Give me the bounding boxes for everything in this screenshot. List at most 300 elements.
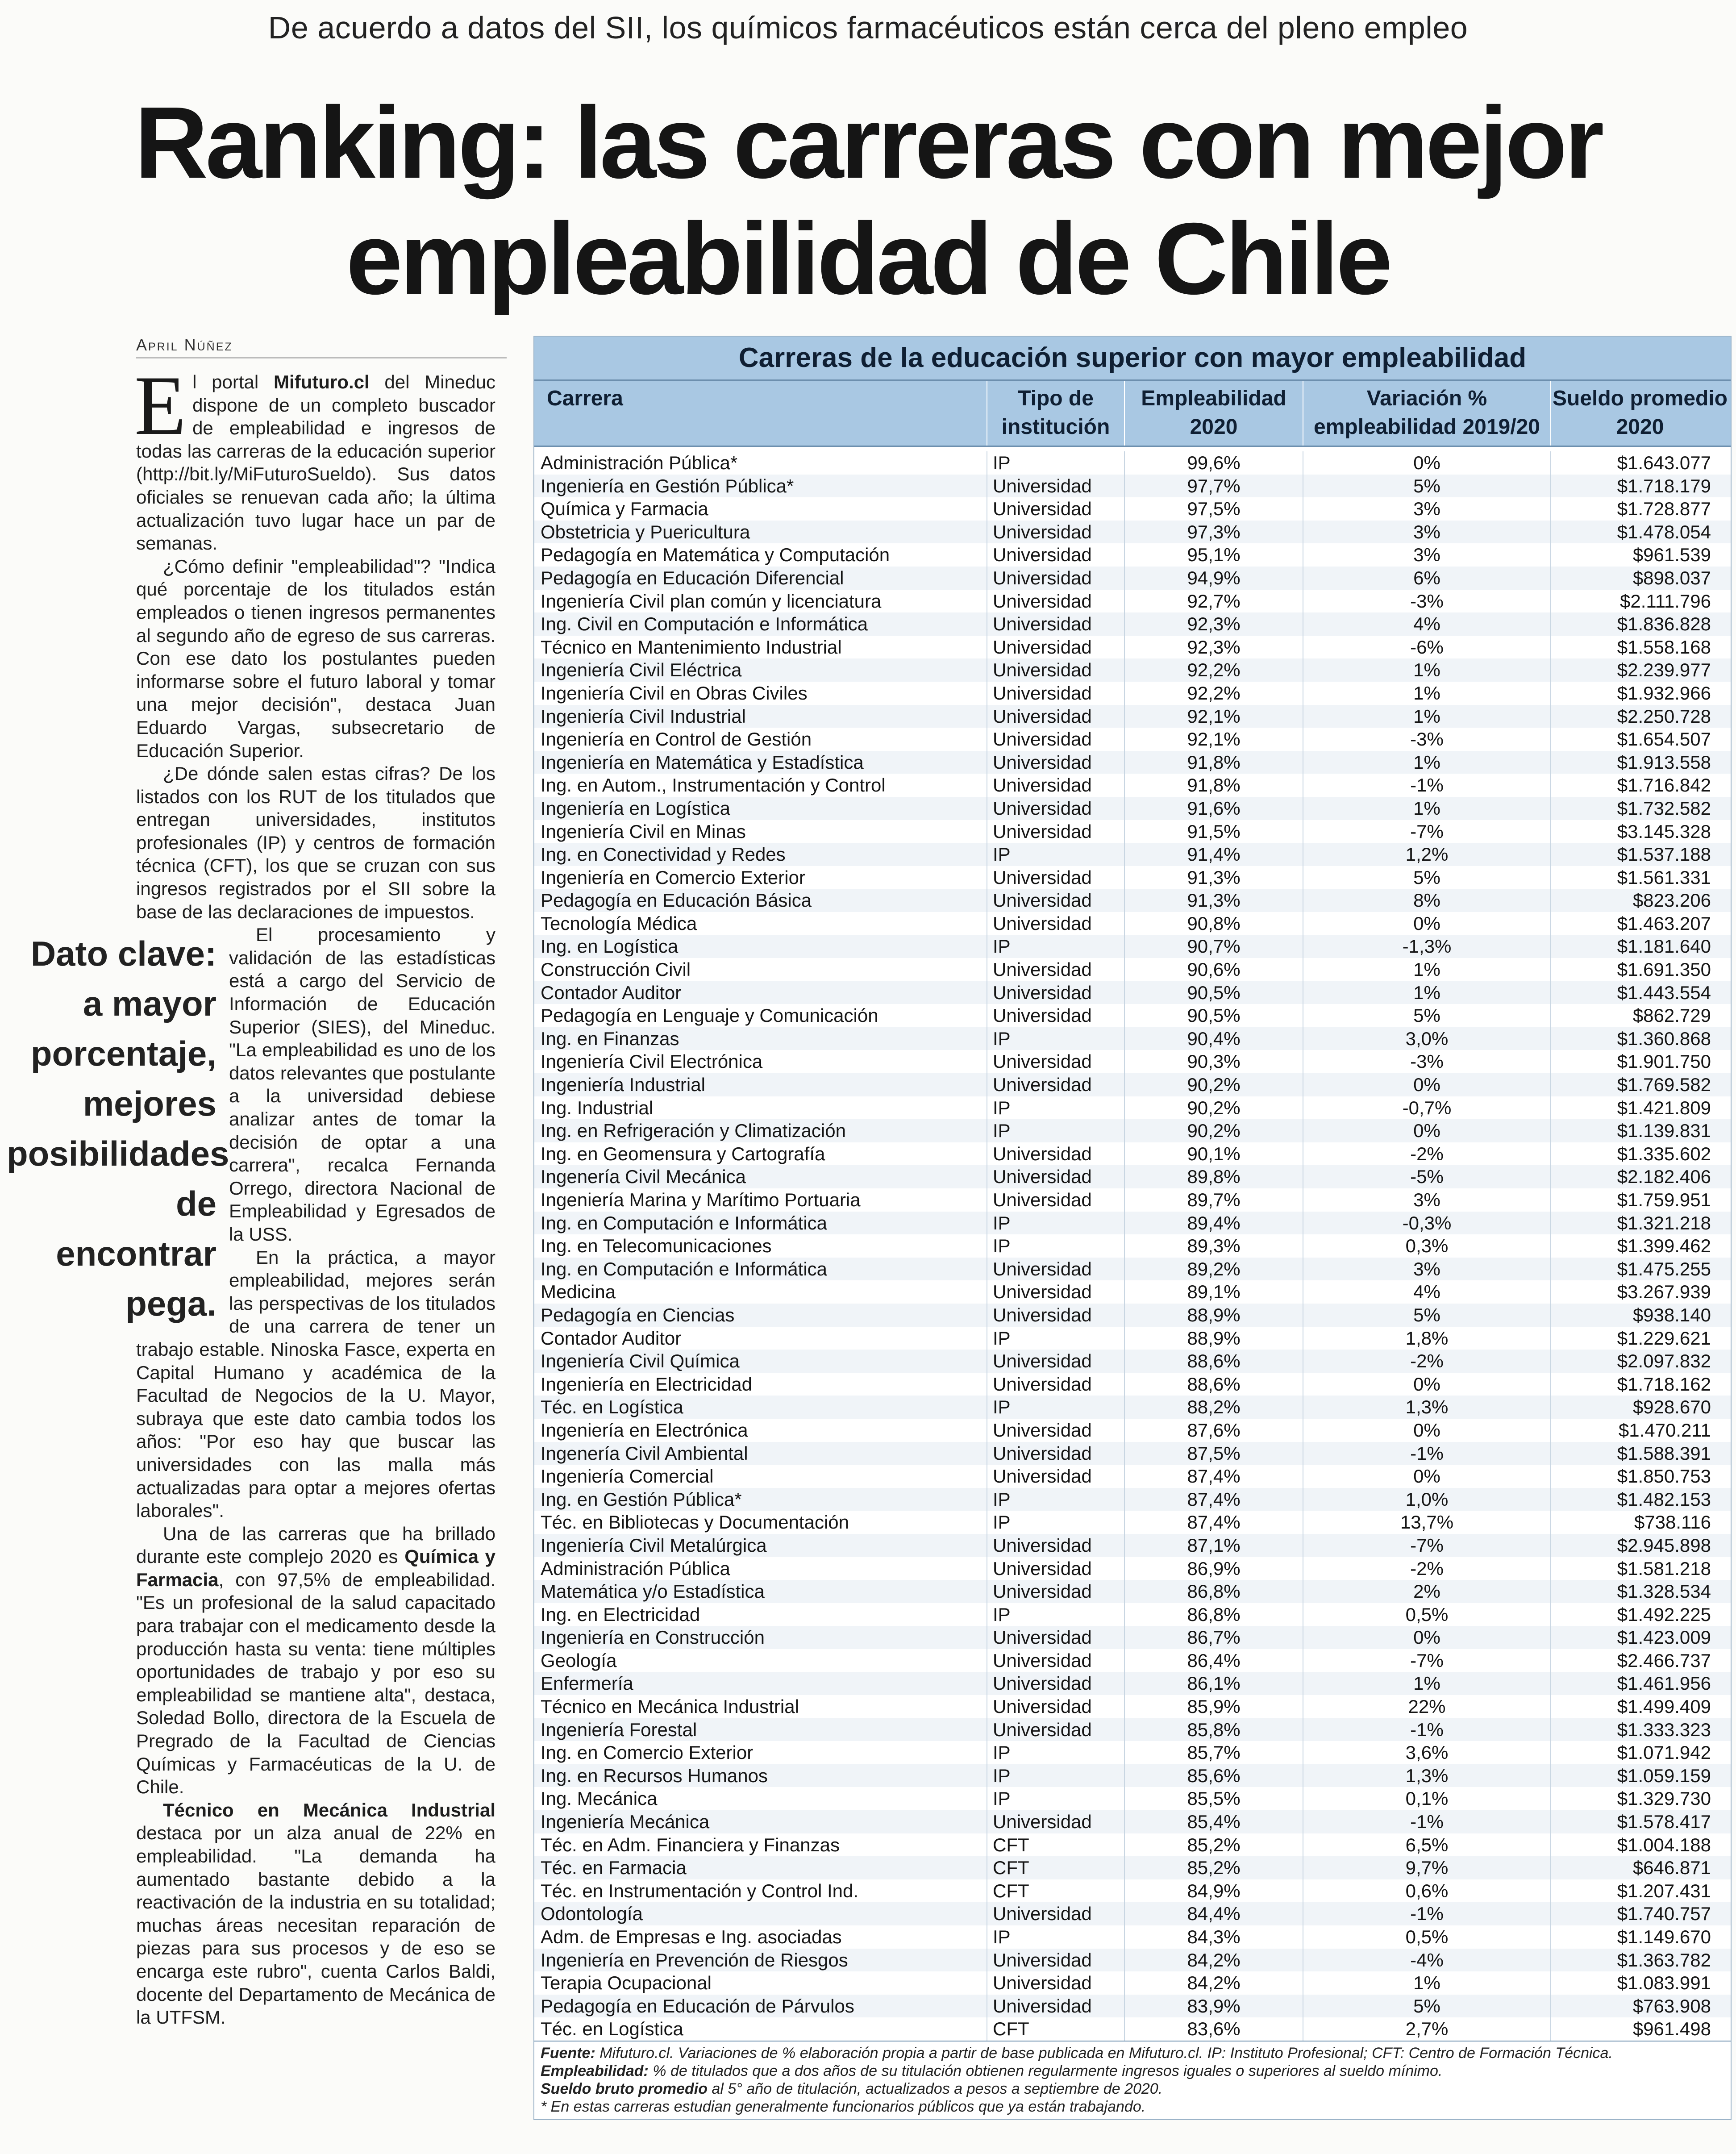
cell-tipo: Universidad: [987, 820, 1125, 843]
cell-empleabilidad: 87,1%: [1125, 1534, 1303, 1557]
cell-sueldo: $1.769.582: [1617, 1074, 1711, 1096]
cell-empleabilidad: 88,9%: [1125, 1304, 1303, 1327]
cell-carrera: Odontología: [534, 1902, 987, 1925]
cell-variacion: -1%: [1303, 774, 1551, 797]
cell-tipo: Universidad: [987, 1188, 1125, 1212]
cell-tipo: Universidad: [987, 521, 1125, 544]
cell-variacion: 3%: [1303, 543, 1551, 567]
cell-empleabilidad: 83,9%: [1125, 1995, 1303, 2018]
cell-sueldo: $1.718.179: [1617, 475, 1711, 496]
cell-carrera: Ingeniería Industrial: [534, 1073, 987, 1096]
cell-empleabilidad: 87,4%: [1125, 1488, 1303, 1511]
cell-empleabilidad: 90,5%: [1125, 1004, 1303, 1027]
cell-empleabilidad: 92,3%: [1125, 612, 1303, 636]
table-row: [534, 1442, 1731, 1465]
table-row: [534, 1718, 1731, 1742]
cell-empleabilidad: 86,8%: [1125, 1580, 1303, 1603]
cell-empleabilidad: 92,2%: [1125, 658, 1303, 682]
cell-sueldo: $1.499.409: [1617, 1696, 1711, 1717]
table-row: [534, 751, 1731, 774]
cell-carrera: Ing. Civil en Computación e Informática: [534, 612, 987, 636]
cell-tipo: Universidad: [987, 1258, 1125, 1281]
table-row: [534, 1511, 1731, 1534]
table-row: [534, 1004, 1731, 1027]
cell-tipo: Universidad: [987, 682, 1125, 705]
cell-tipo: IP: [987, 1741, 1125, 1764]
cell-tipo: Universidad: [987, 1004, 1125, 1027]
cell-empleabilidad: 90,4%: [1125, 1027, 1303, 1050]
table-row: [534, 1925, 1731, 1949]
table-row: [534, 843, 1731, 866]
cell-carrera: Ingeniería Civil Industrial: [534, 705, 987, 728]
cell-variacion: 1,0%: [1303, 1488, 1551, 1511]
cell-sueldo: $1.328.534: [1617, 1581, 1711, 1602]
cell-empleabilidad: 90,2%: [1125, 1096, 1303, 1120]
cell-empleabilidad: 91,3%: [1125, 866, 1303, 889]
cell-empleabilidad: 86,1%: [1125, 1672, 1303, 1695]
table-body: [534, 447, 1731, 2041]
cell-empleabilidad: 85,6%: [1125, 1764, 1303, 1787]
cell-variacion: 9,7%: [1303, 1856, 1551, 1879]
table-row: [534, 636, 1731, 659]
table-row: [534, 1557, 1731, 1580]
cell-carrera: Tecnología Médica: [534, 912, 987, 935]
cell-tipo: Universidad: [987, 1626, 1125, 1649]
cell-carrera: Pedagogía en Educación de Párvulos: [534, 1995, 987, 2018]
cell-empleabilidad: 85,2%: [1125, 1856, 1303, 1879]
cell-carrera: Medicina: [534, 1280, 987, 1304]
article-paragraph-5: En la práctica, a mayor empleabilidad, mejores serán las perspectivas de los titulados de una carrera de tener un trabajo estable. Ninoska Fasce, experta en Capital Humano y académica de la Facultad de Negocios de la U. Mayor, subraya que este dato cambia todos los años: "Por eso hay que buscar las universidades con las malla más actualizadas para optar a mejores ofertas laborales".: [136, 1246, 495, 1521]
table-row: [534, 1212, 1731, 1235]
cell-carrera: Ingeniería Civil Metalúrgica: [534, 1534, 987, 1557]
cell-carrera: Ing. en Refrigeración y Climatización: [534, 1119, 987, 1142]
cell-sueldo: $1.643.077: [1617, 452, 1711, 473]
cell-carrera: Técnico en Mecánica Industrial: [534, 1695, 987, 1718]
table-row: [534, 497, 1731, 521]
note-salary: Sueldo bruto promedio al 5° año de titulación, actualizados a pesos a septiembre de 2020.: [541, 2080, 1163, 2097]
cell-tipo: Universidad: [987, 475, 1125, 498]
article-paragraph-2: ¿Cómo definir "empleabilidad"? "Indica qué porcentaje de los titulados están empleados o tienen ingresos permanentes al segundo año de egreso de sus carreras. Con ese dato los postulantes pueden informarse sobre el futuro laboral y tomar una mejor decisión", destaca Juan Eduardo Vargas, subsecretario de Educación Superior.: [136, 555, 495, 761]
cell-tipo: Universidad: [987, 751, 1125, 774]
cell-variacion: 0,3%: [1303, 1234, 1551, 1258]
cell-empleabilidad: 89,2%: [1125, 1258, 1303, 1281]
cell-empleabilidad: 85,8%: [1125, 1718, 1303, 1742]
cell-empleabilidad: 90,8%: [1125, 912, 1303, 935]
cell-empleabilidad: 90,2%: [1125, 1073, 1303, 1096]
cell-empleabilidad: 83,6%: [1125, 2017, 1303, 2041]
cell-variacion: 0%: [1303, 1419, 1551, 1442]
cell-carrera: Administración Pública*: [534, 451, 987, 475]
cell-variacion: 0,1%: [1303, 1787, 1551, 1810]
cell-variacion: -1%: [1303, 1442, 1551, 1465]
cell-carrera: Ing. Industrial: [534, 1096, 987, 1120]
cell-variacion: 1%: [1303, 682, 1551, 705]
cell-variacion: 4%: [1303, 1280, 1551, 1304]
table-row: [534, 1902, 1731, 1925]
cell-tipo: Universidad: [987, 497, 1125, 521]
cell-empleabilidad: 85,5%: [1125, 1787, 1303, 1810]
cell-carrera: Ingeniería Civil Eléctrica: [534, 658, 987, 682]
cell-variacion: 2%: [1303, 1580, 1551, 1603]
employability-table: [533, 336, 1732, 2120]
cell-carrera: Ing. en Autom., Instrumentación y Control: [534, 774, 987, 797]
cell-carrera: Ingenería Civil Mecánica: [534, 1165, 987, 1188]
cell-tipo: CFT: [987, 1833, 1125, 1857]
cell-carrera: Ingeniería en Gestión Pública*: [534, 475, 987, 498]
cell-carrera: Ingeniería en Electricidad: [534, 1373, 987, 1396]
cell-empleabilidad: 85,9%: [1125, 1695, 1303, 1718]
cell-sueldo: $1.913.558: [1617, 751, 1711, 773]
cell-empleabilidad: 88,9%: [1125, 1327, 1303, 1350]
cell-empleabilidad: 85,4%: [1125, 1810, 1303, 1833]
cell-variacion: 1%: [1303, 958, 1551, 981]
table-row: [534, 1396, 1731, 1419]
cell-variacion: 13,7%: [1303, 1511, 1551, 1534]
table-row: [534, 2017, 1731, 2041]
cell-carrera: Ingeniería Civil en Minas: [534, 820, 987, 843]
cell-tipo: Universidad: [987, 1350, 1125, 1373]
table-row: [534, 1626, 1731, 1649]
cell-variacion: -1,3%: [1303, 935, 1551, 958]
cell-tipo: IP: [987, 1396, 1125, 1419]
cell-tipo: Universidad: [987, 1304, 1125, 1327]
cell-variacion: -2%: [1303, 1557, 1551, 1580]
table-row: [534, 1580, 1731, 1603]
cell-sueldo: $1.654.507: [1617, 729, 1711, 750]
cell-variacion: 0%: [1303, 912, 1551, 935]
cell-carrera: Ing. en Conectividad y Redes: [534, 843, 987, 866]
table-row: [534, 543, 1731, 567]
cell-carrera: Ingenería Civil Ambiental: [534, 1442, 987, 1465]
cell-carrera: Ing. en Geomensura y Cartografía: [534, 1142, 987, 1166]
cell-sueldo: $1.139.831: [1617, 1120, 1711, 1142]
cell-sueldo: $1.463.207: [1617, 912, 1711, 934]
cell-sueldo: $1.588.391: [1617, 1442, 1711, 1464]
cell-tipo: Universidad: [987, 1442, 1125, 1465]
table-row: [534, 1073, 1731, 1096]
cell-tipo: IP: [987, 1234, 1125, 1258]
cell-sueldo: $1.578.417: [1617, 1811, 1711, 1833]
cell-empleabilidad: 90,5%: [1125, 981, 1303, 1004]
table-row: [534, 1188, 1731, 1212]
cell-empleabilidad: 94,9%: [1125, 567, 1303, 590]
cell-carrera: Ing. en Computación e Informática: [534, 1212, 987, 1235]
cell-variacion: 1%: [1303, 658, 1551, 682]
cell-carrera: Ing. en Computación e Informática: [534, 1258, 987, 1281]
cell-variacion: 3%: [1303, 1258, 1551, 1281]
cell-sueldo: $2.097.832: [1617, 1350, 1711, 1372]
cell-variacion: 1,3%: [1303, 1396, 1551, 1419]
cell-tipo: IP: [987, 1925, 1125, 1949]
cell-empleabilidad: 92,1%: [1125, 728, 1303, 751]
table-row: [534, 1304, 1731, 1327]
cell-sueldo: $1.901.750: [1617, 1051, 1711, 1072]
cell-empleabilidad: 89,8%: [1125, 1165, 1303, 1188]
cell-tipo: IP: [987, 1787, 1125, 1810]
cell-variacion: 3,6%: [1303, 1741, 1551, 1764]
cell-tipo: Universidad: [987, 912, 1125, 935]
cell-sueldo: $1.718.162: [1617, 1373, 1711, 1395]
cell-variacion: 8%: [1303, 889, 1551, 912]
cell-carrera: Ingeniería en Comercio Exterior: [534, 866, 987, 889]
table-row: [534, 866, 1731, 889]
cell-variacion: 1,3%: [1303, 1764, 1551, 1787]
cell-sueldo: $1.728.877: [1617, 498, 1711, 520]
table-row: [534, 1234, 1731, 1258]
cell-tipo: Universidad: [987, 1419, 1125, 1442]
cell-tipo: IP: [987, 1027, 1125, 1050]
pull-quote: Dato clave: a mayor porcentaje, mejores posibilidades de encontrar pega.: [7, 934, 229, 1324]
cell-sueldo: $1.329.730: [1617, 1788, 1711, 1809]
cell-tipo: Universidad: [987, 636, 1125, 659]
cell-tipo: Universidad: [987, 958, 1125, 981]
cell-sueldo: $738.116: [1634, 1512, 1711, 1533]
cell-sueldo: $1.207.431: [1617, 1880, 1711, 1901]
note-asterisk: * En estas carreras estudian generalmente funcionarios públicos que ya están trabajando.: [541, 2098, 1146, 2115]
cell-sueldo: $1.732.582: [1617, 797, 1711, 819]
table-row: [534, 1327, 1731, 1350]
cell-tipo: Universidad: [987, 1280, 1125, 1304]
cell-carrera: Ing. en Recursos Humanos: [534, 1764, 987, 1787]
cell-empleabilidad: 86,8%: [1125, 1603, 1303, 1626]
cell-empleabilidad: 97,5%: [1125, 497, 1303, 521]
table-row: [534, 1280, 1731, 1304]
table-row: [534, 451, 1731, 475]
cell-variacion: 0%: [1303, 1119, 1551, 1142]
cell-empleabilidad: 90,1%: [1125, 1142, 1303, 1166]
byline: April Núñez: [136, 336, 233, 354]
cell-sueldo: $928.670: [1632, 1396, 1711, 1418]
table-notes: [534, 2041, 1731, 2119]
cell-variacion: 3,0%: [1303, 1027, 1551, 1050]
table-row: [534, 1741, 1731, 1764]
headline: [0, 85, 1736, 317]
cell-tipo: IP: [987, 451, 1125, 475]
cell-empleabilidad: 84,2%: [1125, 1949, 1303, 1972]
cell-variacion: 5%: [1303, 1304, 1551, 1327]
cell-tipo: CFT: [987, 1856, 1125, 1879]
table-row: [534, 912, 1731, 935]
cell-tipo: Universidad: [987, 658, 1125, 682]
cell-sueldo: $1.399.462: [1617, 1235, 1711, 1257]
cell-empleabilidad: 91,6%: [1125, 797, 1303, 820]
cell-variacion: 3%: [1303, 1188, 1551, 1212]
cell-variacion: 1%: [1303, 981, 1551, 1004]
cell-variacion: 1,2%: [1303, 843, 1551, 866]
cell-tipo: Universidad: [987, 1580, 1125, 1603]
cell-sueldo: $1.482.153: [1617, 1488, 1711, 1510]
table-row: [534, 1488, 1731, 1511]
article-body: [7, 359, 496, 2029]
cell-tipo: IP: [987, 1327, 1125, 1350]
cell-tipo: Universidad: [987, 1995, 1125, 2018]
cell-sueldo: $1.181.640: [1617, 936, 1711, 957]
cell-tipo: Universidad: [987, 797, 1125, 820]
cell-sueldo: $1.333.323: [1617, 1719, 1711, 1740]
cell-empleabilidad: 86,4%: [1125, 1649, 1303, 1672]
header-empleabilidad: Empleabilidad 2020: [1125, 381, 1303, 446]
cell-empleabilidad: 92,2%: [1125, 682, 1303, 705]
cell-carrera: Matemática y/o Estadística: [534, 1580, 987, 1603]
headline-line-2: empleabilidad de Chile: [346, 202, 1390, 316]
cell-variacion: 1%: [1303, 1971, 1551, 1995]
cell-carrera: Ingeniería Forestal: [534, 1718, 987, 1742]
table-row: [534, 1050, 1731, 1073]
cell-carrera: Contador Auditor: [534, 1327, 987, 1350]
table-header-row: [534, 381, 1731, 447]
table-row: [534, 658, 1731, 682]
table-row: [534, 981, 1731, 1004]
cell-tipo: Universidad: [987, 567, 1125, 590]
table-row: [534, 797, 1731, 820]
cell-variacion: -2%: [1303, 1350, 1551, 1373]
cell-sueldo: $961.498: [1632, 2018, 1711, 2040]
cell-sueldo: $1.478.054: [1617, 521, 1711, 542]
cell-tipo: Universidad: [987, 1557, 1125, 1580]
cell-variacion: 5%: [1303, 1995, 1551, 2018]
table-row: [534, 1465, 1731, 1488]
table-row: [534, 590, 1731, 613]
cell-empleabilidad: 84,4%: [1125, 1902, 1303, 1925]
cell-sueldo: $823.206: [1632, 890, 1711, 911]
cell-tipo: IP: [987, 1488, 1125, 1511]
cell-empleabilidad: 91,5%: [1125, 820, 1303, 843]
cell-empleabilidad: 97,3%: [1125, 521, 1303, 544]
table-row: [534, 1787, 1731, 1810]
table-row: [534, 958, 1731, 981]
cell-variacion: 0,5%: [1303, 1925, 1551, 1949]
article-paragraph-4: El procesamiento y validación de las estadísticas está a cargo del Servicio de Información de Educación Superior (SIES), del Mineduc. "La empleabilidad es uno de los datos relevantes que postulante a la universidad debiese analizar antes de tomar la decisión de optar a una carrera", recalca Fernanda Orrego, directora Nacional de Empleabilidad y Egresados de la USS.: [229, 924, 495, 1245]
cell-carrera: Pedagogía en Matemática y Computación: [534, 543, 987, 567]
portal-link-text: Mifuturo.cl: [274, 371, 370, 392]
cell-sueldo: $1.492.225: [1617, 1604, 1711, 1625]
cell-sueldo: $1.475.255: [1617, 1258, 1711, 1279]
cell-empleabilidad: 88,6%: [1125, 1373, 1303, 1396]
cell-empleabilidad: 95,1%: [1125, 543, 1303, 567]
cell-empleabilidad: 91,8%: [1125, 751, 1303, 774]
cell-variacion: 1%: [1303, 751, 1551, 774]
cell-empleabilidad: 89,4%: [1125, 1212, 1303, 1235]
cell-empleabilidad: 84,3%: [1125, 1925, 1303, 1949]
cell-sueldo: $862.729: [1632, 1005, 1711, 1026]
cell-variacion: -3%: [1303, 590, 1551, 613]
cell-variacion: -5%: [1303, 1165, 1551, 1188]
table-row: [534, 612, 1731, 636]
cell-sueldo: $898.037: [1632, 567, 1711, 588]
table-row: [534, 935, 1731, 958]
table-row: [534, 774, 1731, 797]
cell-variacion: 1%: [1303, 705, 1551, 728]
cell-sueldo: $2.239.977: [1617, 659, 1711, 681]
cell-carrera: Ing. en Comercio Exterior: [534, 1741, 987, 1764]
cell-variacion: 5%: [1303, 866, 1551, 889]
cell-carrera: Ingeniería Marina y Marítimo Portuaria: [534, 1188, 987, 1212]
cell-carrera: Ingeniería en Prevención de Riesgos: [534, 1949, 987, 1972]
cell-tipo: Universidad: [987, 1718, 1125, 1742]
cell-tipo: Universidad: [987, 1649, 1125, 1672]
cell-sueldo: $763.908: [1632, 1995, 1711, 2017]
cell-empleabilidad: 92,3%: [1125, 636, 1303, 659]
table-row: [534, 1995, 1731, 2018]
cell-sueldo: $1.363.782: [1617, 1949, 1711, 1971]
article-paragraph-7: Técnico en Mecánica Industrial destaca por un alza anual de 22% en empleabilidad. "La demanda ha aumentado bastante debido a la reactivación de la industria en su totalidad; muchas áreas necesitan reparación de piezas para sus procesos y de eso se encarga este rubro", cuenta Carlos Baldi, docente del Departamento de Mecánica de la UTFSM.: [136, 1799, 495, 2028]
cell-carrera: Ingeniería Comercial: [534, 1465, 987, 1488]
cell-tipo: Universidad: [987, 1050, 1125, 1073]
cell-carrera: Obstetricia y Puericultura: [534, 521, 987, 544]
cell-carrera: Ingeniería en Construcción: [534, 1626, 987, 1649]
table-row: [534, 1350, 1731, 1373]
table-row: [534, 1534, 1731, 1557]
cell-carrera: Ingeniería en Logística: [534, 797, 987, 820]
cell-tipo: Universidad: [987, 1165, 1125, 1188]
cell-tipo: Universidad: [987, 1465, 1125, 1488]
cell-empleabilidad: 87,5%: [1125, 1442, 1303, 1465]
cell-carrera: Construcción Civil: [534, 958, 987, 981]
cell-empleabilidad: 90,7%: [1125, 935, 1303, 958]
cell-carrera: Pedagogía en Educación Diferencial: [534, 567, 987, 590]
table-row: [534, 728, 1731, 751]
cell-carrera: Técnico en Mantenimiento Industrial: [534, 636, 987, 659]
cell-carrera: Ing. en Electricidad: [534, 1603, 987, 1626]
cell-carrera: Pedagogía en Educación Básica: [534, 889, 987, 912]
table-row: [534, 1879, 1731, 1903]
table-row: [534, 1258, 1731, 1281]
cell-empleabilidad: 91,4%: [1125, 843, 1303, 866]
cell-empleabilidad: 84,2%: [1125, 1971, 1303, 1995]
table-row: [534, 475, 1731, 498]
cell-variacion: 1%: [1303, 1672, 1551, 1695]
cell-carrera: Ing. Mecánica: [534, 1787, 987, 1810]
cell-carrera: Ingeniería Civil Electrónica: [534, 1050, 987, 1073]
kicker: De acuerdo a datos del SII, los químicos farmacéuticos están cerca del pleno empleo: [268, 10, 1468, 45]
cell-tipo: IP: [987, 1212, 1125, 1235]
cell-carrera: Geología: [534, 1649, 987, 1672]
cell-tipo: Universidad: [987, 1971, 1125, 1995]
cell-tipo: Universidad: [987, 1373, 1125, 1396]
cell-variacion: -7%: [1303, 1534, 1551, 1557]
cell-variacion: 1,8%: [1303, 1327, 1551, 1350]
cell-empleabilidad: 87,4%: [1125, 1465, 1303, 1488]
table-row: [534, 521, 1731, 544]
cell-variacion: 0,5%: [1303, 1603, 1551, 1626]
cell-sueldo: $2.250.728: [1617, 705, 1711, 727]
cell-empleabilidad: 91,3%: [1125, 889, 1303, 912]
cell-sueldo: $1.421.809: [1617, 1097, 1711, 1118]
cell-carrera: Contador Auditor: [534, 981, 987, 1004]
note-source: Fuente: Mifuturo.cl. Variaciones de % elaboración propia a partir de base publicada en Mifuturo.cl. IP: Instituto Profesional; CFT: Centro de Formación Técnica.: [541, 2044, 1613, 2062]
cell-empleabilidad: 90,3%: [1125, 1050, 1303, 1073]
table-row: [534, 1165, 1731, 1188]
cell-tipo: Universidad: [987, 1949, 1125, 1972]
cell-sueldo: $646.871: [1632, 1857, 1711, 1879]
cell-carrera: Téc. en Farmacia: [534, 1856, 987, 1879]
header-sueldo: Sueldo promedio 2020: [1552, 387, 1728, 439]
cell-tipo: Universidad: [987, 1073, 1125, 1096]
cell-variacion: 5%: [1303, 1004, 1551, 1027]
cell-variacion: 0%: [1303, 451, 1551, 475]
cell-sueldo: $2.111.796: [1620, 590, 1711, 612]
cell-tipo: Universidad: [987, 981, 1125, 1004]
table-row: [534, 1856, 1731, 1879]
cell-empleabilidad: 88,6%: [1125, 1350, 1303, 1373]
cell-tipo: IP: [987, 1511, 1125, 1534]
cell-carrera: Téc. en Logística: [534, 1396, 987, 1419]
cell-variacion: 0%: [1303, 1626, 1551, 1649]
cell-sueldo: $1.321.218: [1617, 1212, 1711, 1233]
cell-variacion: 2,7%: [1303, 2017, 1551, 2041]
table-row: [534, 1142, 1731, 1166]
cell-variacion: 0%: [1303, 1465, 1551, 1488]
